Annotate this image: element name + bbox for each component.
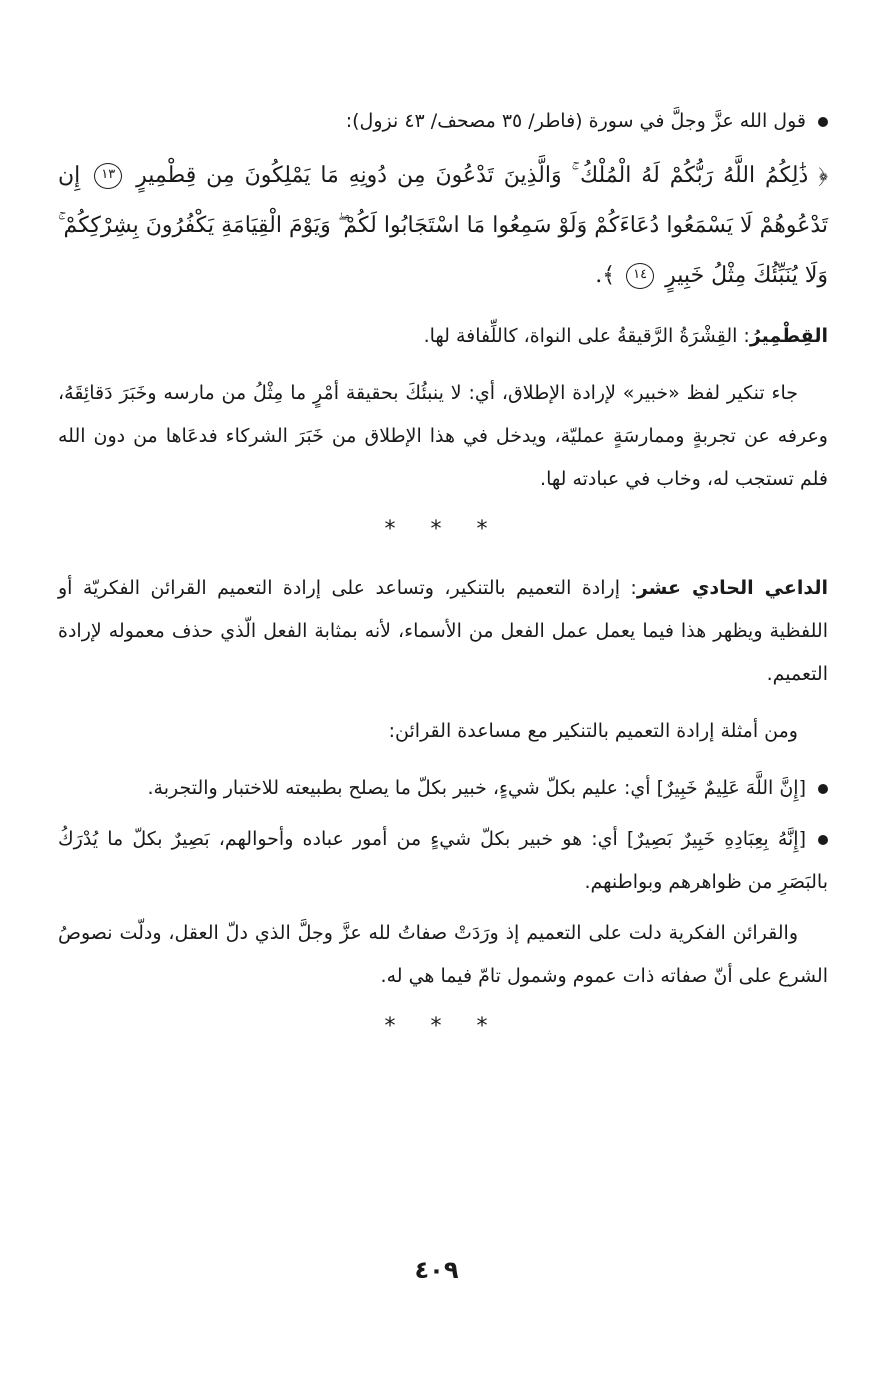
example-item [58, 818, 828, 904]
page-number: ٤٠٩ [414, 1256, 459, 1284]
bullet-dot-icon [818, 117, 828, 127]
page-body [58, 100, 828, 1064]
khabir-paragraph: جاء تنكير لفظ «خبير» لإرادة الإطلاق، أي: لا ينبئُكَ بحقيقة أمْرٍ ما مِثْلُ من مارسه وخَبَرَ دَقائِقَهُ، وعرفه عن تجربةٍ وممارسَةٍ عمليّة، ويدخل في هذا الإطلاق من خَبَرَ الشركاء فدعَاها من دون الله فلم تستجب له، وخاب في عبادته لها. [58, 382, 828, 490]
quran-open-bracket: ﴿ [818, 163, 828, 188]
quran-verse-part1: ذَٰلِكُمُ اللَّهُ رَبُّكُمْ لَهُ الْمُلْكُ ۚ وَالَّذِينَ تَدْعُونَ مِن دُونِهِ مَا يَمْلِكُونَ مِن قِطْمِيرٍ [136, 163, 809, 188]
qitmir-definition [58, 315, 828, 358]
qaraen-paragraph: والقرائن الفكرية دلت على التعميم إذ ورَدَتْ صفاتُ لله عزَّ وجلَّ الذي دلّ العقل، ودلّت نصوصُ الشرع على أنّ صفاته ذات عموم وشمول تامّ فيما هي له. [58, 922, 828, 987]
ayah-number-14: ١٤ [626, 263, 654, 289]
section-divider: * * * [384, 1014, 502, 1039]
bullet-dot-icon [818, 784, 828, 794]
bullet-dot-icon [818, 835, 828, 845]
examples-intro: ومن أمثلة إرادة التعميم بالتنكير مع مساعدة القرائن: [388, 720, 798, 742]
example-item [58, 767, 828, 810]
section-divider: * * * [384, 517, 502, 542]
intro-bullet-item [58, 100, 828, 143]
section-heading: الداعي الحادي عشر [636, 577, 828, 599]
quran-verse [58, 151, 828, 301]
quran-verse-part2: إِن تَدْعُوهُمْ لَا يَسْمَعُوا دُعَاءَكُمْ وَلَوْ سَمِعُوا مَا اسْتَجَابُوا لَكُمْ ۖ وَيَوْمَ الْقِيَامَةِ يَكْفُرُونَ بِشِرْكِكُمْ ۚ وَلَا يُنَبِّئُكَ مِثْلُ خَبِيرٍ [58, 163, 828, 288]
quran-close-bracket: ﴾. [595, 263, 616, 288]
example-text: [إِنَّ اللَّهَ عَلِيمٌ خَبِيرٌ] أي: عليم بكلّ شيءٍ، خبير بكلّ ما يصلح بطبيعته للاختبار والتجربة. [147, 777, 806, 799]
qitmir-term: القِطْمِيرُ [749, 325, 828, 347]
section-eleven [58, 567, 828, 696]
ayah-number-13: ١٣ [94, 163, 122, 189]
example-text: [إِنَّهُ بِعِبَادِهِ خَبِيرٌ بَصِيرٌ] أي: هو خبير بكلّ شيءٍ من أمور عباده وأحوالهم، بَصِيرٌ بكلّ ما يُدْرَكُ بالبَصَرِ من ظواهرهم وبواطنهم. [58, 828, 828, 893]
qitmir-text: : القِشْرَةُ الرَّقيقةُ على النواة، كاللِّفافة لها. [423, 325, 750, 347]
section-text: : إرادة التعميم بالتنكير، وتساعد على إرادة التعميم القرائن الفكريّة أو اللفظية ويظهر هذا فيما يعمل عمل الفعل من الأسماء، لأنه بمثابة الفعل الّذي حذف معموله لإرادة التعميم. [58, 577, 828, 685]
intro-bullet-text: قول الله عزَّ وجلَّ في سورة (فاطر/ ٣٥ مصحف/ ٤٣ نزول): [345, 110, 806, 132]
